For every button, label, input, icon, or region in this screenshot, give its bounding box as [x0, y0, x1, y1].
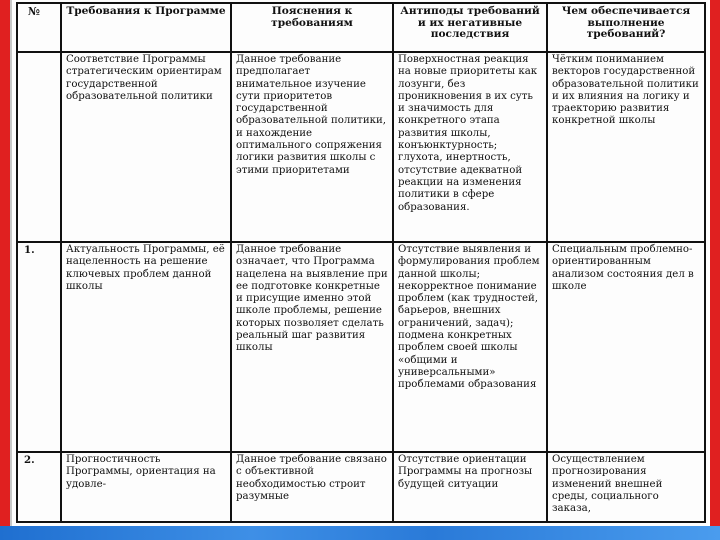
scanned-document — [12, 0, 708, 528]
requirement-cell: Актуальность Программы, её нацеленность на решение ключевых проблем данной школы — [61, 242, 231, 452]
requirement-cell: Соответствие Программы стратегическим ориентирам государственной образовательной политики — [61, 52, 231, 242]
provision-cell: Чётким пониманием векторов государственной образовательной политики и их влияния на логику и траекторию развития конкретной школы — [547, 52, 705, 242]
provision-cell: Специальным проблемно-ориентированным анализом состояния дел в школе — [547, 242, 705, 452]
antipodes-cell: Отсутствие ориентации Программы на прогнозы будущей ситуации — [393, 452, 547, 522]
left-red-frame — [0, 0, 10, 540]
requirement-cell: Прогностичность Программы, ориентация на удовле- — [61, 452, 231, 522]
header-explanation: Пояснения к требованиям — [231, 3, 393, 52]
row-number — [17, 52, 61, 242]
header-antipodes: Антиподы требований и их негативные последствия — [393, 3, 547, 52]
antipodes-cell: Отсутствие выявления и формулирования проблем данной школы; некорректное понимание проблем (как трудностей, барьеров, внешних ограничений, задач); подмена конкретных проблем своей школы «общими и универсальными» проблемами образования — [393, 242, 547, 452]
table-row — [17, 242, 705, 452]
header-number: № — [17, 3, 61, 52]
requirements-table — [16, 2, 706, 523]
explanation-cell: Данное требование означает, что Программа нацелена на выявление при ее подготовке конкретные и присущие именно этой школе проблемы, решение которых позволяет сделать реальный шаг развития школы — [231, 242, 393, 452]
bottom-blue-stripe — [0, 526, 720, 540]
right-red-frame — [710, 0, 720, 540]
explanation-cell: Данное требование связано с объективной необходимостью строит разумные — [231, 452, 393, 522]
header-requirement: Требования к Программе — [61, 3, 231, 52]
table-row — [17, 52, 705, 242]
table-row — [17, 452, 705, 522]
row-number: 1. — [17, 242, 61, 452]
explanation-cell: Данное требование предполагает внимательное изучение сути приоритетов государственной образовательной политики, и нахождение оптимального сопряжения логики развития школы с этими приоритетами — [231, 52, 393, 242]
header-provision: Чем обеспечивается выполнение требований? — [547, 3, 705, 52]
antipodes-cell: Поверхностная реакция на новые приоритеты как лозунги, без проникновения в их суть и значимость для конкретного этапа развития школы, конъюнктурность; глухота, инертность, отсутствие адекватной реакции на изменения политики в сфере образования. — [393, 52, 547, 242]
table-header-row — [17, 3, 705, 52]
row-number: 2. — [17, 452, 61, 522]
provision-cell: Осуществлением прогнозирования изменений внешней среды, социального заказа, — [547, 452, 705, 522]
